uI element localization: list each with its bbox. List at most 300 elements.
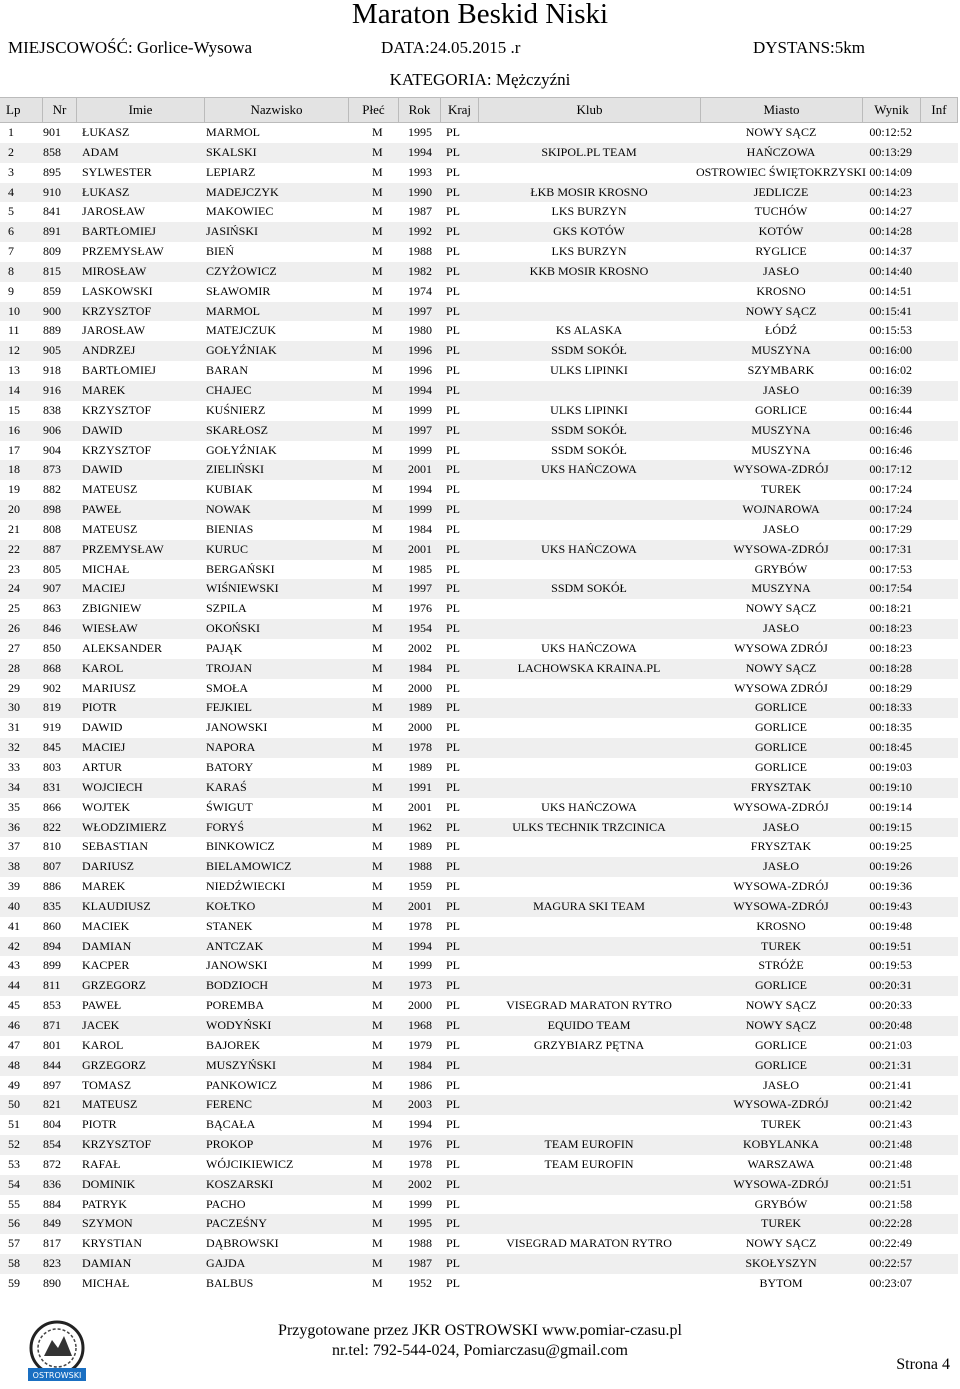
cell-wynik: 00:19:51 [869,938,912,953]
cell-imie: BARTŁOMIEJ [82,224,156,239]
cell-nazwisko: FEJKIEL [206,700,252,715]
col-plec: Płeć [348,98,398,122]
cell-miasto: WOJNAROWA [742,502,820,517]
cell-nr: 821 [43,1097,61,1112]
cell-nr: 919 [43,720,61,735]
cell-imie: JACEK [82,1017,120,1032]
cell-miasto: GORLICE [755,978,807,993]
cell-wynik: 00:16:46 [869,442,912,457]
cell-miasto: GORLICE [755,402,807,417]
cell-klub: UKS HAŃCZOWA [541,462,637,477]
cell-rok: 1988 [408,1236,432,1251]
cell-wynik: 00:22:28 [869,1216,912,1231]
cell-rok: 1974 [408,283,432,298]
cell-miasto: HAŃCZOWA [746,144,816,159]
table-row [0,897,958,917]
cell-lp: 58 [8,1256,20,1271]
cell-nazwisko: KOSZARSKI [206,1176,274,1191]
cell-miasto: JASŁO [762,382,799,397]
cell-nr: 801 [43,1037,61,1052]
cell-nazwisko: CZYŻOWICZ [206,263,277,278]
cell-nr: 822 [43,819,61,834]
cell-imie: KAROL [82,660,124,675]
cell-kraj: PL [446,799,461,814]
col-wynik: Wynik [862,98,920,122]
cell-lp: 48 [8,1057,20,1072]
cell-nr: 899 [43,958,61,973]
cell-nazwisko: LEPIARZ [206,164,256,179]
cell-nr: 859 [43,283,61,298]
table-row [0,1274,958,1294]
cell-rok: 1952 [408,1275,432,1290]
cell-plec: M [372,720,383,735]
cell-imie: PIOTR [82,1117,117,1132]
cell-miasto: FRYSZTAK [750,779,812,794]
col-imie: Imie [76,98,204,122]
table-row [0,1195,958,1215]
cell-kraj: PL [446,918,461,933]
cell-nr: 849 [43,1216,61,1231]
cell-lp: 15 [8,402,20,417]
cell-nr: 906 [43,422,61,437]
table-row [0,778,958,798]
cell-nr: 884 [43,1196,61,1211]
cell-rok: 2002 [408,1176,432,1191]
cell-kraj: PL [446,1077,461,1092]
cell-nazwisko: JANOWSKI [206,958,268,973]
cell-wynik: 00:16:00 [869,343,912,358]
cell-nazwisko: MAKOWIEC [206,204,274,219]
cell-rok: 1979 [408,1037,432,1052]
cell-nazwisko: GOŁYŹNIAK [206,442,277,457]
cell-nr: 854 [43,1137,61,1152]
cell-imie: ZBIGNIEW [82,601,142,616]
cell-miasto: NOWY SĄCZ [745,998,817,1013]
cell-miasto: GORLICE [755,740,807,755]
cell-imie: KACPER [82,958,130,973]
cell-nr: 850 [43,640,61,655]
cell-imie: MATEUSZ [82,482,138,497]
cell-rok: 1987 [408,204,432,219]
cell-wynik: 00:21:43 [869,1117,912,1132]
cell-rok: 2000 [408,680,432,695]
cell-plec: M [372,164,383,179]
cell-nazwisko: ANTCZAK [206,938,264,953]
cell-kraj: PL [446,978,461,993]
cell-wynik: 00:19:03 [869,760,912,774]
cell-plec: M [372,283,383,298]
cell-lp: 7 [8,244,14,259]
cell-lp: 34 [8,779,20,794]
cell-miasto: JEDLICZE [753,184,809,199]
cell-nazwisko: OKOŃSKI [206,621,260,636]
cell-lp: 3 [8,164,14,179]
cell-imie: KAROL [82,1037,124,1052]
cell-wynik: 00:21:41 [869,1077,912,1092]
cell-miasto: NOWY SĄCZ [745,1017,817,1032]
cell-rok: 1988 [408,244,432,259]
cell-plec: M [372,680,383,695]
cell-lp: 47 [8,1037,20,1052]
cell-miasto: GORLICE [755,760,807,774]
cell-wynik: 00:12:52 [869,125,912,139]
table-row [0,361,958,381]
table-header [0,97,958,123]
cell-nazwisko: BARAN [206,363,249,378]
cell-nr: 887 [43,541,61,556]
cell-nazwisko: PAJĄK [206,640,243,655]
cell-imie: DAWID [82,462,123,477]
cell-kraj: PL [446,1057,461,1072]
cell-nr: 905 [43,343,61,358]
table-row [0,937,958,957]
cell-rok: 1985 [408,561,432,576]
cell-nazwisko: BIELAMOWICZ [206,859,292,874]
cell-lp: 13 [8,363,20,378]
cell-nr: 868 [43,660,61,675]
cell-klub: MAGURA SKI TEAM [533,898,645,913]
cell-rok: 1987 [408,1256,432,1271]
table-row [0,1056,958,1076]
cell-miasto: SZYMBARK [747,363,815,378]
cell-nr: 900 [43,303,61,318]
table-row [0,401,958,421]
cell-wynik: 00:17:53 [869,561,912,576]
cell-lp: 20 [8,502,20,517]
cell-lp: 42 [8,938,20,953]
cell-miasto: TUREK [761,1117,801,1132]
cell-imie: WŁODZIMIERZ [82,819,167,834]
cell-nazwisko: WÓJCIKIEWICZ [206,1156,294,1171]
cell-nazwisko: MUSZYŃSKI [206,1057,277,1072]
cell-nr: 895 [43,164,61,179]
table-row [0,996,958,1016]
cell-nazwisko: POREMBA [206,998,265,1013]
cell-wynik: 00:21:58 [869,1196,912,1211]
cell-nazwisko: MARMOL [206,125,261,139]
cell-plec: M [372,740,383,755]
cell-imie: DAMIAN [82,1256,132,1271]
cell-nazwisko: BALBUS [206,1275,254,1290]
cell-miasto: STRÓŻE [758,958,804,973]
table-row [0,758,958,778]
cell-rok: 1993 [408,164,432,179]
cell-lp: 14 [8,382,20,397]
cell-miasto: MUSZYNA [751,343,811,358]
cell-plec: M [372,541,383,556]
cell-klub: SSDM SOKÓŁ [551,581,627,596]
cell-plec: M [372,760,383,774]
table-row [0,341,958,361]
table-row [0,579,958,599]
footer-prepared-by[interactable]: Przygotowane przez JKR OSTROWSKI www.pomiar-czasu.pl [278,1322,682,1339]
cell-plec: M [372,621,383,636]
cell-nr: 805 [43,561,61,576]
event-distance: DYSTANS:5km [753,38,865,57]
cell-imie: KRZYSZTOF [82,303,152,318]
col-rok: Rok [398,98,440,122]
cell-plec: M [372,640,383,655]
table-row [0,837,958,857]
cell-imie: MATEUSZ [82,521,138,536]
cell-rok: 1986 [408,1077,432,1092]
cell-lp: 56 [8,1216,20,1231]
cell-kraj: PL [446,343,461,358]
cell-nazwisko: BIEŃ [206,244,234,259]
cell-rok: 1978 [408,918,432,933]
table-row [0,877,958,897]
cell-imie: JAROSŁAW [82,323,146,338]
cell-wynik: 00:18:33 [869,700,912,715]
cell-kraj: PL [446,125,461,139]
cell-plec: M [372,958,383,973]
cell-rok: 1994 [408,482,432,497]
cell-rok: 2001 [408,462,432,477]
table-row [0,242,958,262]
cell-imie: MACIEJ [82,740,126,755]
cell-lp: 19 [8,482,20,497]
cell-wynik: 00:21:51 [869,1176,912,1191]
cell-plec: M [372,521,383,536]
cell-rok: 2000 [408,720,432,735]
cell-rok: 1984 [408,1057,432,1072]
table-row [0,381,958,401]
cell-rok: 1988 [408,859,432,874]
cell-plec: M [372,859,383,874]
cell-miasto: TUREK [761,938,801,953]
cell-rok: 1994 [408,938,432,953]
cell-klub: EQUIDO TEAM [547,1017,631,1032]
table-row [0,321,958,341]
cell-lp: 16 [8,422,20,437]
table-row [0,1155,958,1175]
cell-wynik: 00:22:49 [869,1236,912,1251]
cell-nazwisko: WODYŃSKI [206,1017,272,1032]
cell-kraj: PL [446,640,461,655]
cell-kraj: PL [446,323,461,338]
cell-miasto: WYSOWA-ZDRÓJ [733,1097,829,1112]
cell-lp: 26 [8,621,20,636]
cell-rok: 1999 [408,502,432,517]
cell-kraj: PL [446,859,461,874]
cell-imie: BARTŁOMIEJ [82,363,156,378]
cell-wynik: 00:17:29 [869,521,912,536]
cell-plec: M [372,660,383,675]
cell-wynik: 00:16:44 [869,402,912,417]
table-row [0,460,958,480]
cell-lp: 38 [8,859,20,874]
event-location: MIEJSCOWOŚĆ: Gorlice-Wysowa [8,38,253,57]
cell-imie: ANDRZEJ [82,343,136,358]
cell-nazwisko: KOŁTKO [206,898,256,913]
cell-rok: 1989 [408,760,432,774]
cell-rok: 2002 [408,640,432,655]
cell-lp: 59 [8,1275,20,1290]
cell-wynik: 00:16:46 [869,422,912,437]
cell-miasto: FRYSZTAK [750,839,812,854]
cell-klub: LKS BURZYN [551,204,627,219]
cell-imie: ŁUKASZ [82,184,130,199]
table-row [0,222,958,242]
cell-plec: M [372,601,383,616]
cell-nr: 811 [43,978,61,993]
cell-miasto: BYTOM [759,1275,803,1290]
cell-wynik: 00:19:43 [869,898,912,913]
cell-kraj: PL [446,164,461,179]
cell-kraj: PL [446,1216,461,1231]
cell-rok: 1994 [408,144,432,159]
cell-lp: 46 [8,1017,20,1032]
table-row [0,698,958,718]
col-klub: Klub [478,98,700,122]
cell-klub: SSDM SOKÓŁ [551,442,627,457]
cell-klub: ULKS LIPINKI [550,402,628,417]
cell-kraj: PL [446,204,461,219]
cell-nr: 831 [43,779,61,794]
cell-rok: 1989 [408,839,432,854]
cell-plec: M [372,1057,383,1072]
cell-wynik: 00:19:10 [869,779,912,794]
cell-kraj: PL [446,521,461,536]
cell-imie: SYLWESTER [82,164,152,179]
cell-miasto: MUSZYNA [751,422,811,437]
cell-imie: MACIEJ [82,581,126,596]
cell-wynik: 00:19:14 [869,799,912,814]
cell-wynik: 00:19:25 [869,839,912,854]
table-row [0,917,958,937]
footer-contact[interactable]: nr.tel: 792-544-024, Pomiarczasu@gmail.com [331,1342,628,1359]
cell-nr: 845 [43,740,61,755]
cell-imie: PRZEMYSŁAW [82,244,164,259]
cell-kraj: PL [446,283,461,298]
cell-rok: 1991 [408,779,432,794]
cell-nr: 803 [43,760,61,774]
cell-plec: M [372,224,383,239]
table-row [0,560,958,580]
cell-nazwisko: PANKOWICZ [206,1077,277,1092]
cell-nr: 918 [43,363,61,378]
cell-imie: SZYMON [82,1216,133,1231]
cell-nazwisko: BERGAŃSKI [206,561,275,576]
table-row [0,619,958,639]
cell-rok: 1973 [408,978,432,993]
cell-kraj: PL [446,184,461,199]
cell-lp: 52 [8,1137,20,1152]
cell-imie: PAWEŁ [82,502,122,517]
cell-miasto: TUREK [761,1216,801,1231]
cell-nazwisko: PROKOP [206,1137,254,1152]
cell-kraj: PL [446,561,461,576]
cell-wynik: 00:14:51 [869,283,912,298]
cell-nazwisko: GAJDA [206,1256,246,1271]
cell-wynik: 00:15:53 [869,323,912,338]
cell-nr: 807 [43,859,61,874]
cell-kraj: PL [446,1196,461,1211]
cell-nr: 819 [43,700,61,715]
cell-wynik: 00:19:36 [869,879,912,894]
cell-imie: WOJCIECH [82,779,143,794]
cell-imie: PRZEMYSŁAW [82,541,164,556]
cell-rok: 1996 [408,363,432,378]
cell-plec: M [372,819,383,834]
cell-wynik: 00:16:39 [869,382,912,397]
cell-wynik: 00:14:23 [869,184,912,199]
cell-rok: 1980 [408,323,432,338]
cell-kraj: PL [446,541,461,556]
cell-imie: GRZEGORZ [82,978,146,993]
cell-klub: ULKS LIPINKI [550,363,628,378]
cell-rok: 1962 [408,819,432,834]
cell-miasto: JASŁO [762,263,799,278]
table-row [0,1016,958,1036]
cell-nazwisko: JASIŃSKI [206,224,259,239]
table-row [0,798,958,818]
cell-imie: KRZYSZTOF [82,442,152,457]
cell-klub: KS ALASKA [555,323,623,338]
cell-rok: 1997 [408,422,432,437]
cell-nr: 872 [43,1156,61,1171]
cell-klub: VISEGRAD MARATON RYTRO [506,1236,672,1251]
cell-imie: ALEKSANDER [82,640,162,655]
cell-rok: 2000 [408,998,432,1013]
cell-wynik: 00:21:48 [869,1156,912,1171]
cell-rok: 1976 [408,1137,432,1152]
cell-kraj: PL [446,958,461,973]
cell-plec: M [372,918,383,933]
cell-lp: 1 [8,125,14,139]
cell-plec: M [372,382,383,397]
cell-kraj: PL [446,1037,461,1052]
cell-nr: 846 [43,621,61,636]
cell-plec: M [372,1176,383,1191]
table-row [0,976,958,996]
cell-miasto: KOTÓW [758,224,804,239]
cell-imie: MAREK [82,382,126,397]
cell-imie: ADAM [82,144,119,159]
cell-lp: 4 [8,184,14,199]
cell-kraj: PL [446,760,461,774]
cell-miasto: WYSOWA-ZDRÓJ [733,1176,829,1191]
cell-plec: M [372,442,383,457]
cell-nazwisko: TROJAN [206,660,253,675]
cell-lp: 29 [8,680,20,695]
cell-imie: ŁUKASZ [82,125,130,139]
cell-kraj: PL [446,1176,461,1191]
cell-lp: 39 [8,879,20,894]
cell-lp: 11 [8,323,20,338]
cell-wynik: 00:22:57 [869,1256,912,1271]
cell-rok: 1989 [408,700,432,715]
cell-nr: 863 [43,601,61,616]
cell-wynik: 00:18:45 [869,740,912,755]
table-row [0,262,958,282]
cell-nazwisko: KURUC [206,541,249,556]
cell-lp: 55 [8,1196,20,1211]
cell-nazwisko: ZIELIŃSKI [206,462,264,477]
table-row [0,1115,958,1135]
cell-klub: LKS BURZYN [551,244,627,259]
cell-wynik: 00:21:42 [869,1097,912,1112]
cell-lp: 8 [8,263,14,278]
cell-nazwisko: BINKOWICZ [206,839,275,854]
cell-nazwisko: SKARŁOSZ [206,422,269,437]
cell-nr: 882 [43,482,61,497]
cell-miasto: GORLICE [755,720,807,735]
table-row [0,738,958,758]
cell-wynik: 00:21:48 [869,1137,912,1152]
cell-plec: M [372,343,383,358]
cell-nazwisko: PACHO [206,1196,246,1211]
